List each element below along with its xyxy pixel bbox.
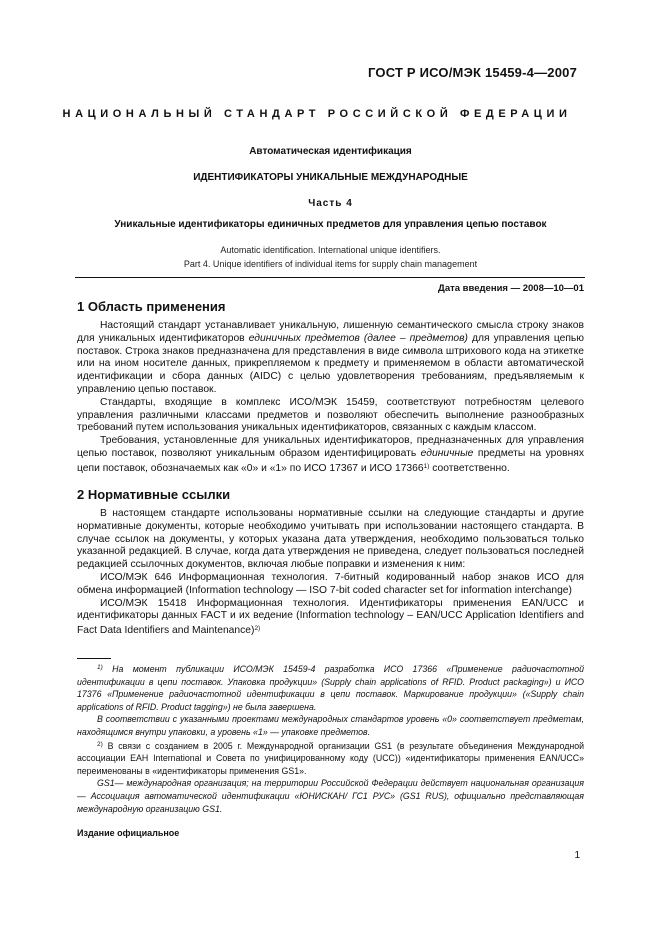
section-2-body xyxy=(77,508,584,638)
text-run: предметы на уровнях цепи поставок, обозначаемых как «0» и «1» по ИСО 17367 и ИСО 17366 xyxy=(77,447,584,474)
text-run: для управления цепью поставок. Строка знаков предназначена для представления в виде символа штрихового кода на этикетке или на ином носителе данных, прикрепляемом к предмету и применяемом в области автоматической идентификации и сбора данных (AIDC) с целью удовлетворения требованиям, предъявляемым к управлению цепью поставок. xyxy=(77,332,584,395)
subtitle: Уникальные идентификаторы единичных предметов для управления цепью поставок xyxy=(114,219,547,230)
emphasis-text: единичные xyxy=(420,447,474,459)
section-2-heading: 2 Нормативные ссылки xyxy=(77,487,231,502)
footnote-divider xyxy=(77,658,111,659)
emphasis-text: единичных предметов (далее – предметов) xyxy=(248,332,468,344)
national-standard-banner: НАЦИОНАЛЬНЫЙ СТАНДАРТ РОССИЙСКОЙ ФЕДЕРАЦИИ xyxy=(62,108,572,120)
footnote-mark: 1) xyxy=(97,664,103,671)
text-run: В связи с созданием в 2005 г. Международной организации GS1 (в результате объединения Международной ассоциации EAH International и Совета по унифицированному коду (UCC)) «идентификаторы применения EAN/UCC» переименованы в «идентификаторы применения GS1». xyxy=(77,740,584,776)
section-2-reference-1: ИСО/МЭК 646 Информационная технология. 7-битный кодированный набор знаков ИСО для обмена информацией (Information technology — ISO 7-bit coded character set for information interchange) xyxy=(77,571,584,596)
english-title-line-2: Part 4. Unique identifiers of individual items for supply chain management xyxy=(183,259,478,269)
footnote-ref-1[interactable]: 1) xyxy=(423,462,430,470)
english-title-line-1: Automatic identification. International unique identifiers. xyxy=(220,245,441,255)
header-divider xyxy=(75,277,585,278)
document-code: ГОСТ Р ИСО/МЭК 15459-4—2007 xyxy=(368,65,577,80)
section-1-body xyxy=(77,320,584,476)
footnote-1 xyxy=(77,662,584,713)
section-2-paragraph-1: В настоящем стандарте использованы нормативные ссылки на следующие стандарты и другие нормативные документы, которые необходимо учитывать при использовании настоящего стандарта. В случае ссылок на документы, у которых указана дата утверждения, необходимо пользоваться только указанной редакцией. В случае, когда дата утверждения не приведена, следует пользоваться последней редакцией ссылочных документов, включая любые поправки и изменения к ним: xyxy=(77,508,584,571)
section-1-paragraph-1 xyxy=(77,320,584,397)
text-run: ИСО/МЭК 15418 Информационная технология. Идентификаторы применения EAN/UCC и идентификаторы данных FACT и их ведение (Information technology – EAN/UCC Application Identifiers and Fact Data Identifiers and Maintenance) xyxy=(77,597,584,637)
section-1-paragraph-3 xyxy=(77,435,584,475)
section-1-paragraph-2: Стандарты, входящие в комплекс ИСО/МЭК 15459, соответствуют потребностям целевого управления различными классами предметов и позволяют обеспечить выполнение разнообразных требований путем использования уникальных идентификаторов, связанных с каждым классом. xyxy=(77,396,584,434)
official-edition-label: Издание официальное xyxy=(77,828,180,838)
page-number: 1 xyxy=(574,850,580,861)
footnote-mark: 2) xyxy=(97,740,103,748)
introduction-date: Дата введения — 2008—10—01 xyxy=(438,283,584,294)
text-run: Настоящий стандарт устанавливает уникальную, лишенную семантического смысла строку знаков для уникальных идентификаторов xyxy=(77,320,584,344)
title-line-1: Автоматическая идентификация xyxy=(249,146,412,157)
footnote-1-continuation: В соответствии с указанными проектами международных стандартов уровень «0» соответствует предметам, находящимся внутри упаковки, а уровень «1» — упаковке предметов. xyxy=(77,714,584,737)
text-run: На момент публикации ИСО/МЭК 15459-4 разработка ИСО 17366 «Применение радиочастотной идентификации в цепи поставок. Упаковка продукции» (Supply chain applications of RFID. Product packaging») и ИСО 17376 «Применение радиочастотной идентификации в цепи поставок. Маркирование продукции» («Supply chain applications of RFID. Product tagging») не была завершена. xyxy=(77,664,584,712)
title-line-2: ИДЕНТИФИКАТОРЫ УНИКАЛЬНЫЕ МЕЖДУНАРОДНЫЕ xyxy=(193,172,468,183)
footnote-2 xyxy=(77,739,584,778)
footnote-2-continuation: GS1— международная организация; на территории Российской Федерации действует национальная организация — Ассоциация автоматической идентификации «ЮНИСКАН/ ГС1 РУС» (GS1 RUS), официально представляющая международную организацию GS1. xyxy=(77,778,584,814)
footnote-ref-2[interactable]: 2) xyxy=(254,625,261,633)
section-1-heading: 1 Область применения xyxy=(77,299,226,314)
part-label: Часть 4 xyxy=(308,198,353,209)
text-run: соответственно. xyxy=(429,462,510,474)
section-2-reference-2 xyxy=(77,598,584,638)
footnotes xyxy=(77,662,584,815)
text-run: Требования, установленные для уникальных идентификаторов, предназначенных для управления цепью поставок, позволяют уникальным образом идентифицировать xyxy=(77,435,584,459)
